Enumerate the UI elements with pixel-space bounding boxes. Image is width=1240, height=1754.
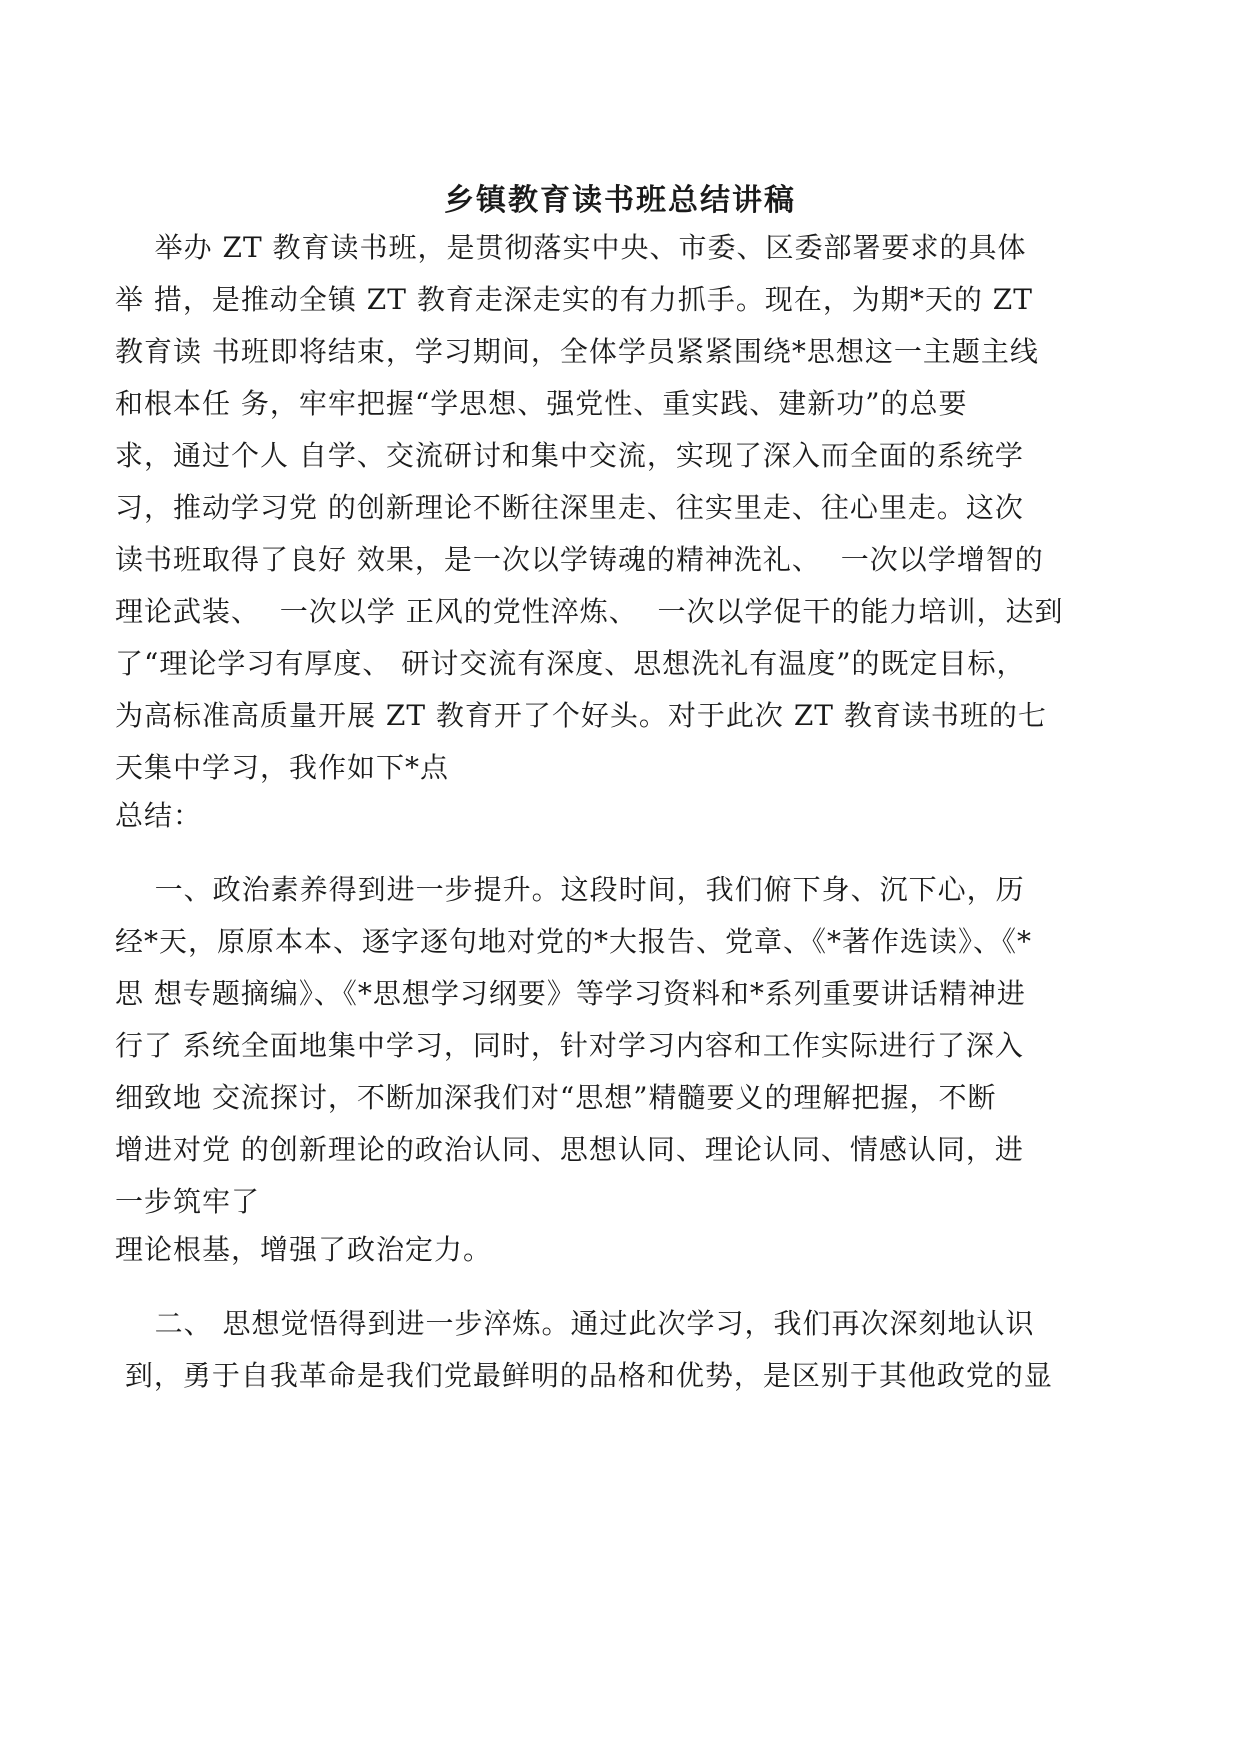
- body-line: 举办 ZT 教育读书班，是贯彻落实中央、市委、区委部署要求的具体: [115, 231, 1027, 264]
- body-line: 二、 思想觉悟得到进一步淬炼。通过此次学习，我们再次深刻地认识: [115, 1307, 1035, 1340]
- body-line: 理论根基，增强了政治定力。: [115, 1233, 493, 1266]
- document-title: 乡镇教育读书班总结讲稿: [444, 183, 796, 218]
- body-line: 和根本任 务，牢牢把握“学思想、强党性、重实践、建新功”的总要: [115, 387, 968, 420]
- body-line: 为高标准高质量开展 ZT 教育开了个好头。对于此次 ZT 教育读书班的七: [115, 699, 1047, 732]
- body-line: 理论武装、 一次以学 正风的党性淬炼、 一次以学促干的能力培训，达到: [115, 595, 1064, 628]
- body-line: 求，通过个人 自学、交流研讨和集中交流，实现了深入而全面的系统学: [115, 439, 1024, 472]
- body-line: 增进对党 的创新理论的政治认同、思想认同、理论认同、情感认同，进: [115, 1133, 1024, 1166]
- body-line: 经*天，原原本本、逐字逐句地对党的*大报告、党章、《*著作选读》、《*: [115, 925, 1033, 958]
- body-line: 举 措，是推动全镇 ZT 教育走深走实的有力抓手。现在，为期*天的 ZT: [115, 283, 1033, 316]
- body-line: 一、政治素养得到进一步提升。这段时间，我们俯下身、沉下心，历: [115, 873, 1025, 906]
- body-line: 天集中学习，我作如下*点: [115, 751, 450, 784]
- body-line: 总结：: [115, 799, 203, 832]
- body-line: 了“理论学习有厚度、 研讨交流有深度、思想洗礼有温度”的既定目标，: [115, 647, 1026, 680]
- body-line: 到，勇于自我革命是我们党最鲜明的品格和优势，是区别于其他政党的显: [115, 1359, 1053, 1392]
- body-line: 细致地 交流探讨，不断加深我们对“思想”精髓要义的理解把握，不断: [115, 1081, 997, 1114]
- body-line: 一步筑牢了: [115, 1185, 261, 1218]
- body-line: 读书班取得了良好 效果，是一次以学铸魂的精神洗礼、 一次以学增智的: [115, 543, 1044, 576]
- body-line: 思 想专题摘编》、《*思想学习纲要》等学习资料和*系列重要讲话精神进: [115, 977, 1026, 1010]
- body-line: 教育读 书班即将结束，学习期间，全体学员紧紧围绕*思想这一主题主线: [115, 335, 1039, 368]
- body-line: 习，推动学习党 的创新理论不断往深里走、往实里走、往心里走。这次: [115, 491, 1024, 524]
- body-line: 行了 系统全面地集中学习，同时，针对学习内容和工作实际进行了深入: [115, 1029, 1024, 1062]
